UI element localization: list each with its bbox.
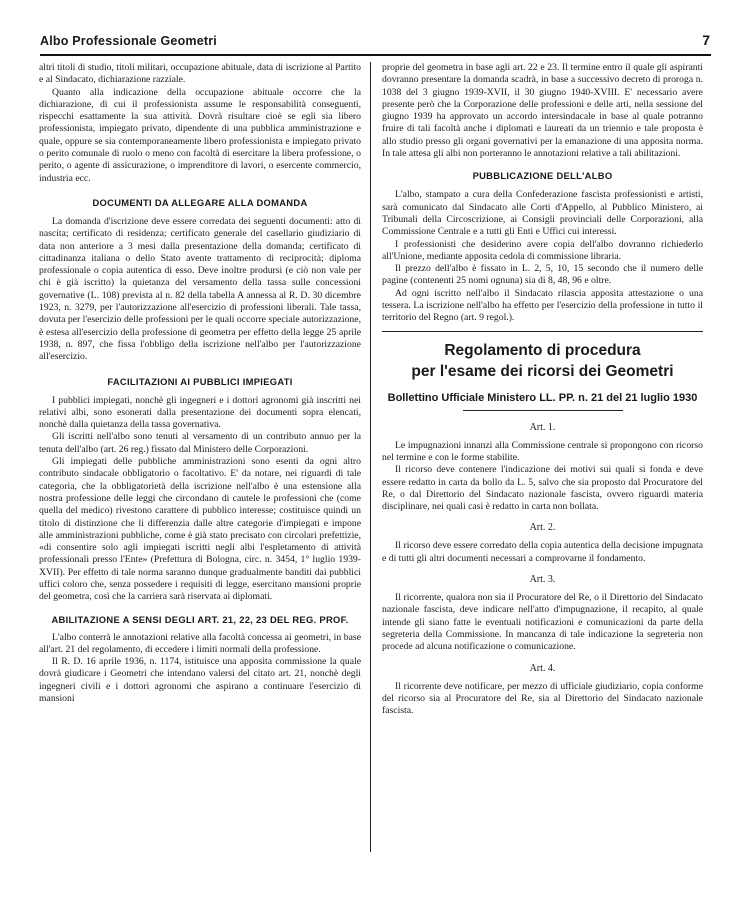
regolamento-title: Regolamento di procedura	[444, 341, 641, 359]
regolamento-subtitle: per l'esame dei ricorsi dei Geometri	[411, 362, 674, 380]
left-column	[39, 62, 361, 705]
paragraph: Il ricorrente, qualora non sia il Procuratore del Re, o il Direttorio del Sindacato nazionale fascista, deve indicare nell'atto d'impugnazione, il recapito, al quale intende gli siano fatte le eventuali notificazioni e comunicazioni da parte della segreteria della Commissione. In mancanza di tale indicazione la segreteria non procede ad alcuna notificazione o comunicazione.	[382, 592, 703, 653]
column-divider	[370, 62, 371, 852]
right-column	[382, 62, 703, 717]
paragraph: Il ricorso deve contenere l'indicazione dei motivi sui quali si fonda e deve essere redatto in carta da bollo da L. 5, salvo che sia proposto dal Procuratore del Re, o dal Direttorio del Sindacato nazionale fascista, ovvero riguardi materia disciplinare, nei quali casi è redatto in carta non bollata.	[382, 464, 703, 513]
paragraph: L'albo, stampato a cura della Confederazione fascista professionisti e artisti, sarà comunicato dal Sindacato alle Corti d'Appello, al Pubblico Ministero, ai Tribunali della Circoscrizione, ai Consigli provinciali delle Corporazioni, alla Commissione Centrale e a tutti gli Enti e Uffici cui interessi.	[382, 189, 703, 238]
section-heading-abilitazione: ABILITAZIONE A SENSI DEGLI ART. 21, 22, 23 DEL REG. PROF.	[51, 613, 349, 625]
header-rule	[40, 54, 711, 56]
section-heading-facilitazioni: FACILITAZIONI AI PUBBLICI IMPIEGATI	[107, 375, 293, 387]
running-title: Albo Professionale Geometri	[40, 34, 217, 48]
paragraph: Il prezzo dell'albo è fissato in L. 2, 5, 10, 15 secondo che il numero delle pagine (contenenti 25 nomi ognuna) sia di 8, 48, 96 e oltre.	[382, 263, 703, 287]
paragraph: altri titoli di studio, titoli militari, occupazione abituale, data di iscrizione al Partito e al Sindacato, dichiarazione razziale.	[39, 62, 361, 86]
paragraph: Le impugnazioni innanzi alla Commissione centrale si propongono con ricorso nel termine e con le forme stabilite.	[382, 439, 703, 463]
paragraph: proprie del geometra in base agli art. 22 e 23. Il termine entro il quale gli aspiranti dovranno presentare la domanda scadrà, in base a successivo decreto di proroga n. 1038 del 3 giugno 1939-XVII, il 30 giugno 1940-XVIII. E' necessario avere presente però che la Corporazione delle professioni e delle arti, nella sessione del giugno 1939 ha approvato un accordo intersindacale in base al quale potranno fruire di tali facoltà anche i diplomati e laureati da un triennio e tale proposta è allo studio presso gli organi governativi per la emanazione di una apposita norma. In tale attesa gli albi non porteranno le annotazioni relative a tali abilitazioni.	[382, 62, 703, 160]
article-title: Art. 4.	[529, 662, 556, 674]
paragraph: I pubblici impiegati, nonchè gli ingegneri e i dottori agronomi già inscritti nei relativi albi, sono esonerati dalla presentazione dei documenti sopra elencati, nonchè dalla quietanza della tassa governativa.	[39, 394, 361, 431]
bulletin-reference: Bollettino Ufficiale Ministero LL. PP. n. 21 del 21 luglio 1930	[387, 391, 698, 404]
paragraph: Il ricorrente deve notificare, per mezzo di ufficiale giudiziario, copia conforme del ricorso sia al Procuratore del Re, sia al Direttorio del Sindacato nazionale fascista.	[382, 680, 703, 717]
paragraph: Gli iscritti nell'albo sono tenuti al versamento di un contributo annuo per la tenuta dell'albo (art. 26 reg.) fissato dal Ministero delle Corporazioni.	[39, 431, 361, 455]
article-title: Art. 1.	[529, 421, 556, 433]
paragraph: Il ricorso deve essere corredato della copia autentica della decisione impugnata e di tutti gli altri documenti necessari a comprovarne il fondamento.	[382, 540, 703, 564]
paragraph: I professionisti che desiderino avere copia dell'albo dovranno richiederlo all'Unione, mediante apposita cedola di commissione libraria.	[382, 238, 703, 262]
paragraph: La domanda d'iscrizione deve essere corredata dei seguenti documenti: atto di nascita; certificato di residenza; certificato generale del casellario giudiziario di data non anteriore a 3 mesi dalla presentazione della domanda; certificato di cittadinanza italiana o dello Stato avente trattamento di reciprocità; diploma professionale o copia autentica di esso. Deve inoltre prodursi (e ciò non vale per chi è già iscritto) la quietanza del versamento della tassa sulle concessioni governative (L. 108) prevista al n. 82 della tabella A annessa al R. D. 30 dicembre 1923, n. 3279, per l'autorizzazione all'esercizio di professioni liberali. Tale tassa, dovuta per l'esercizio delle professioni per le quali occorre speciale autorizzazione, è estesa all'esercizio della professione di geometra per effetto della legge 25 aprile 1938, n. 897, che fissa l'obbligo della iscrizione nell'albo per l'autorizzazione all'esercizio.	[39, 215, 361, 363]
paragraph: Gli impiegati delle pubbliche amministrazioni sono esenti da ogni altro contributo sindacale obbligatorio o facoltativo. E' da notare, nei riguardi di tale categoria, che la obbligatorietà della iscrizione nell'albo è una estensione alla nostra professione delle leggi che circondano di cautele le professioni che (come quella del medico) rivestono carattere di pubblico interesse; costituisce quindi un titolo di distinzione che li differenzia dalle altre categorie d'impiegati e impone alle amministrazioni pubbliche, come è già stato precisato con circolari prefettizie, «di consentire solo agli impiegati iscritti negli albi l'espletamento di attività professionali presso l'Ente» (Prefettura di Bologna, circ. n. 3454, 1° luglio 1939-XVII). Per effetto di tale norma saranno dunque gradualmente banditi dai pubblici uffici coloro che, senza possedere i requisiti di legge, esercitano mansioni proprie del geometra, così che la carriera sarà riservata ai diplomati.	[39, 456, 361, 603]
article-title: Art. 3.	[529, 574, 556, 586]
section-heading-documents: DOCUMENTI DA ALLEGARE ALLA DOMANDA	[92, 196, 308, 208]
page-header	[40, 34, 710, 52]
paragraph: Quanto alla indicazione della occupazione abituale occorre che la dichiarazione, di cui il professionista assume le responsabilità conseguenti, rispecchi esattamente la sua attività. Dovrà risultare cioè se egli sia libero professionista, impiegato privato, dipendente di una pubblica amministrazione e quale, oppure se sia contemporaneamente libero professionista e impiegato privato o perito comunale di ruolo o meno con facoltà di esercitare la libera professione, o perito, o agente di assicurazione, o imprenditore di lavori, o esercente commercio, industria ecc.	[39, 86, 361, 184]
page-number: 7	[702, 32, 710, 48]
paragraph: Il R. D. 16 aprile 1936, n. 1174, istituisce una apposita commissione la quale dovrà giudicare i Geometri che intendano valersi del citato art. 21, nonchè degli ingegneri civili e i dottori agronomi che aspirano a continuare l'esercizio di mansioni	[39, 656, 361, 705]
paragraph: L'albo conterrà le annotazioni relative alla facoltà concessa ai geometri, in base all'art. 21 del regolamento, di eccedere i limiti normali della professione.	[39, 631, 361, 655]
article-title: Art. 2.	[529, 522, 556, 534]
section-heading-pubblicazione: PUBBLICAZIONE DELL'ALBO	[472, 170, 613, 182]
paragraph: Ad ogni iscritto nell'albo il Sindacato rilascia apposita attestazione o una tessera. La iscrizione nell'albo ha effetto per l'esercizio della professione in tutto il territorio del Regno (art. 9 regol.).	[382, 287, 703, 324]
